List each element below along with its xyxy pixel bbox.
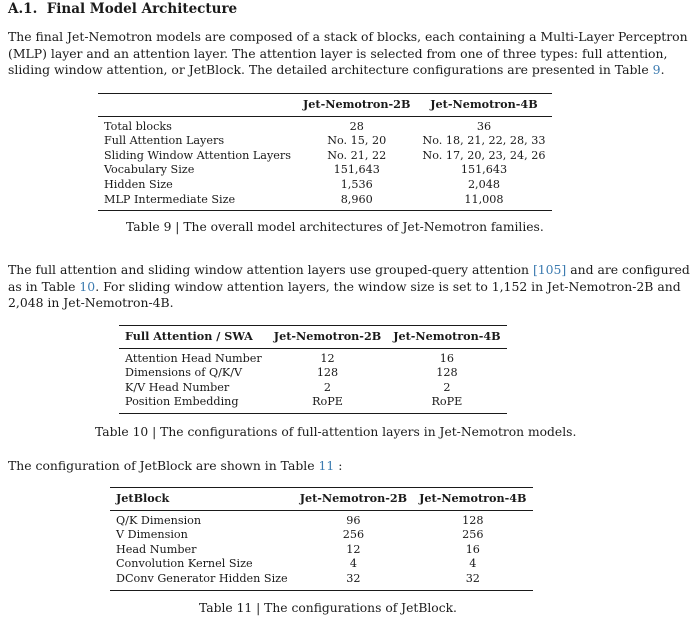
paragraph-architecture — [8, 29, 688, 79]
paragraph-line: (MLP) layer and an attention layer. The attention layer is selected from one of three types: full attention, — [8, 45, 668, 61]
table-cell: Head Number — [116, 542, 197, 556]
table-cell: 128 — [316, 366, 339, 380]
table-cell: 128 — [436, 366, 458, 380]
table-cell: 2 — [323, 380, 332, 394]
section-title: Final Model Architecture — [46, 1, 238, 17]
table-cell: Convolution Kernel Size — [116, 557, 253, 571]
table-cell: 12 — [346, 542, 361, 556]
table-cell: 4 — [469, 557, 477, 571]
table-header-cell: Jet-Nemotron-2B — [294, 488, 413, 511]
table-10-reference-link[interactable]: 10 — [79, 278, 96, 294]
table-header-cell: Jet-Nemotron-2B — [268, 326, 387, 349]
table-cell: 2,048 — [467, 177, 500, 191]
table-row — [98, 134, 552, 149]
table-11 — [110, 487, 533, 591]
table-cell: No. 21, 22 — [327, 148, 387, 162]
table-cell: Q/K Dimension — [116, 513, 202, 527]
table-header-cell: Jet-Nemotron-4B — [413, 488, 532, 511]
table-11-caption: Table 11 | The configurations of JetBlock. — [199, 601, 457, 615]
table-cell: No. 15, 20 — [327, 134, 387, 148]
table-cell: 151,643 — [333, 163, 380, 177]
table-row — [98, 193, 552, 211]
paragraph-attention — [8, 262, 690, 312]
table-row — [119, 395, 507, 413]
table-cell: 151,643 — [460, 163, 508, 177]
table-cell: K/V Head Number — [125, 380, 230, 394]
table-header-cell: Full Attention / SWA — [119, 326, 268, 349]
table-cell: 96 — [346, 513, 361, 527]
paragraph-line: 2,048 in Jet-Nemotron-4B. — [8, 295, 174, 310]
table-cell: Total blocks — [104, 119, 172, 133]
table-cell: 8,960 — [340, 192, 373, 206]
table-cell: Sliding Window Attention Layers — [104, 148, 291, 162]
paragraph-line: The final Jet-Nemotron models are composed of a stack of blocks, each containing a Multi-Layer Perceptron — [8, 29, 688, 44]
table-row — [110, 510, 533, 528]
table-cell: V Dimension — [116, 528, 188, 542]
table-cell: Dimensions of Q/K/V — [125, 366, 243, 380]
table-cell: 2 — [443, 380, 451, 394]
table-cell: MLP Intermediate Size — [104, 192, 236, 206]
table-cell: Position Embedding — [125, 395, 239, 409]
table-cell: 32 — [465, 571, 480, 585]
table-10 — [119, 325, 507, 414]
table-cell: 11,008 — [464, 192, 504, 206]
table-cell: 12 — [320, 351, 335, 365]
table-cell: 4 — [349, 557, 357, 571]
paragraph-line: The full attention and sliding window attention layers use grouped-query attention [105] and are configured — [8, 262, 690, 277]
table-cell: No. 18, 21, 22, 28, 33 — [422, 134, 546, 148]
table-header-row — [98, 94, 552, 117]
table-cell: 16 — [439, 351, 455, 365]
table-row — [98, 116, 552, 134]
table-header-cell: Jet-Nemotron-4B — [416, 94, 551, 117]
citation-105-link[interactable]: [105] — [532, 262, 567, 277]
table-row — [110, 543, 533, 558]
table-11-reference-link[interactable]: 11 — [318, 458, 335, 473]
table-cell: No. 17, 20, 23, 24, 26 — [422, 148, 546, 162]
table-row — [119, 381, 507, 396]
table-cell: 32 — [346, 571, 361, 585]
table-cell: Full Attention Layers — [104, 134, 225, 148]
table-header-cell: JetBlock — [110, 488, 294, 511]
table-9-caption: Table 9 | The overall model architectures of Jet-Nemotron families. — [126, 220, 544, 234]
table-cell: Attention Head Number — [125, 351, 262, 365]
table-header-cell: Jet-Nemotron-2B — [297, 94, 416, 117]
table-cell: 256 — [342, 528, 365, 542]
table-cell: RoPE — [312, 395, 343, 409]
table-cell: RoPE — [431, 395, 463, 409]
table-header-row — [119, 326, 507, 349]
table-cell: 16 — [465, 542, 480, 556]
table-9 — [98, 93, 552, 211]
table-row — [110, 528, 533, 543]
paragraph-line: The configuration of JetBlock are shown in Table 11 : — [8, 458, 343, 473]
table-row — [110, 572, 533, 590]
table-cell: 256 — [462, 528, 484, 542]
table-row — [119, 366, 507, 381]
table-row — [110, 557, 533, 572]
table-cell: DConv Generator Hidden Size — [116, 571, 288, 585]
table-row — [98, 178, 552, 193]
table-header-cell: Jet-Nemotron-4B — [387, 326, 506, 349]
table-cell: 128 — [462, 513, 484, 527]
paragraph-line: as in Table 10. For sliding window attention layers, the window size is set to 1,152 in Jet-Nemotron-2B and — [8, 278, 681, 294]
table-9-reference-link[interactable]: 9 — [652, 62, 661, 77]
table-cell: 1,536 — [340, 177, 373, 191]
section-heading — [8, 1, 237, 17]
table-cell: Vocabulary Size — [104, 163, 195, 177]
table-header-cell — [98, 94, 297, 117]
section-number: A.1. — [8, 1, 38, 17]
table-row — [98, 163, 552, 178]
table-cell: 36 — [476, 119, 492, 133]
table-row — [119, 348, 507, 366]
table-cell: 28 — [349, 119, 364, 133]
table-row — [98, 149, 552, 164]
table-10-caption: Table 10 | The configurations of full-attention layers in Jet-Nemotron models. — [95, 425, 577, 439]
table-header-row — [110, 488, 533, 511]
paragraph-line: sliding window attention, or JetBlock. The detailed architecture configurations are presented in Table 9. — [8, 62, 665, 77]
paragraph-jetblock — [8, 458, 636, 475]
table-cell: Hidden Size — [104, 177, 173, 191]
